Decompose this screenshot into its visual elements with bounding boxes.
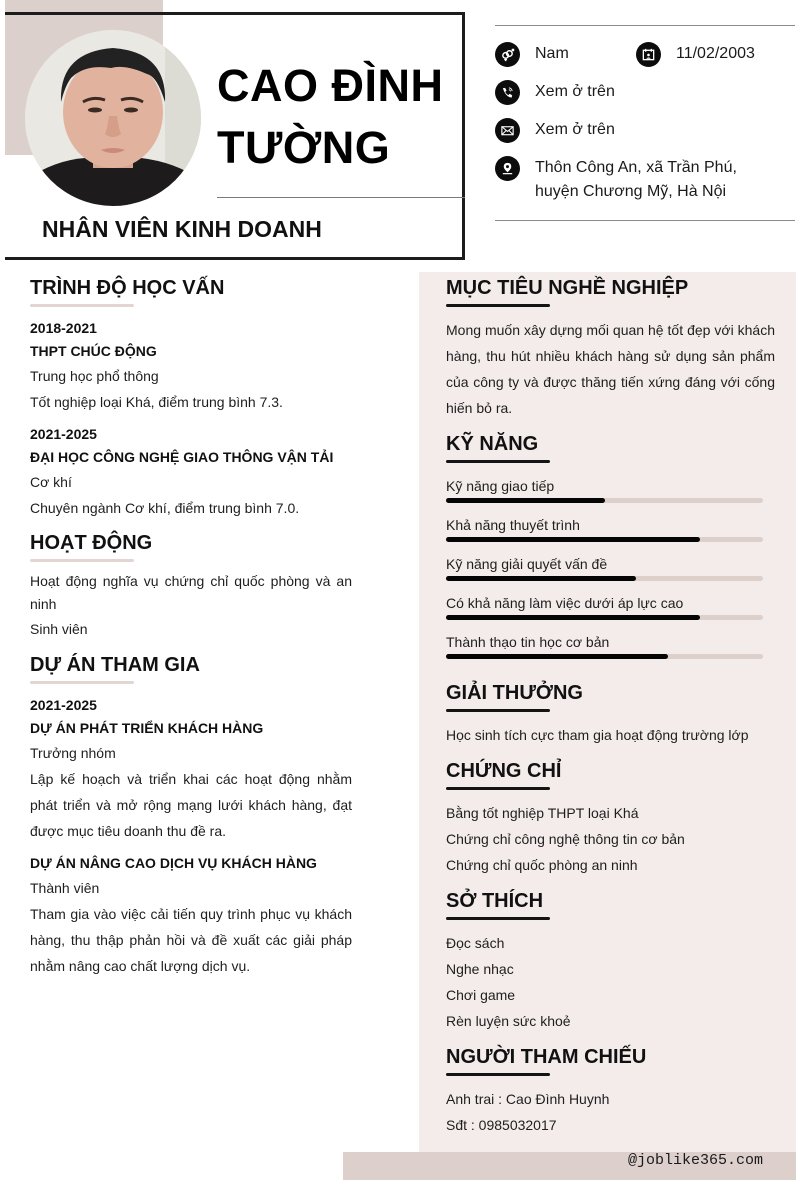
skill-bar-fill [446,576,636,581]
references-section [446,1044,775,1138]
skills-section [446,431,775,463]
projects-period: 2021-2025 [30,697,97,713]
right-column [446,275,775,463]
project-role: Thành viên [30,880,100,896]
activities-title: HOẠT ĐỘNG [30,532,153,554]
contact-email [495,118,615,143]
education-major: Trung học phổ thông [30,368,159,384]
awards-title-underline [446,709,550,712]
certificates-title: CHỨNG CHỈ [446,760,562,782]
activities-description: Hoạt động nghĩa vụ chứng chỉ quốc phòng và an ninh [30,573,352,612]
hobbies-title: SỞ THÍCH [446,890,544,912]
education-item [30,423,352,521]
education-title: TRÌNH ĐỘ HỌC VẤN [30,277,225,299]
skill-bar-track [446,615,763,620]
education-major: Cơ khí [30,474,72,490]
activities-role: Sinh viên [30,621,88,637]
contact-birthday [636,42,755,67]
activities-title-underline [30,559,134,562]
name-line-1: CAO ĐÌNH [217,60,444,111]
references-title-underline [446,1073,550,1076]
project-name: DỰ ÁN NÂNG CAO DỊCH VỤ KHÁCH HÀNG [30,855,317,871]
address-line-1: Thôn Công An, xã Trần Phú, [535,159,737,176]
education-period: 2018-2021 [30,320,97,336]
project-description: Lập kế hoạch và triển khai các hoạt động nhằm phát triển và mở rộng mạng lưới khách hàng, đạt được mục tiêu doanh thu đề ra. [30,771,352,839]
education-item [30,317,352,415]
birthday-value: 11/02/2003 [676,45,755,62]
calendar-icon [636,42,661,67]
hobby-item: Rèn luyện sức khoẻ [446,1013,571,1029]
award-item: Học sinh tích cực tham gia hoạt động trường lớp [446,727,749,743]
education-detail: Chuyên ngành Cơ khí, điểm trung bình 7.0. [30,500,300,516]
education-section [30,275,352,521]
hobbies-section [446,888,775,1034]
references-title: NGƯỜI THAM CHIẾU [446,1046,647,1068]
objective-title-underline [446,304,550,307]
hobby-item: Nghe nhạc [446,961,514,977]
skill-bar-fill [446,537,700,542]
objective-title: MỤC TIÊU NGHỀ NGHIỆP [446,277,689,299]
project-role: Trưởng nhóm [30,745,116,761]
education-period: 2021-2025 [30,426,97,442]
certificate-item: Bằng tốt nghiệp THPT loại Khá [446,805,639,821]
reference-item: Anh trai : Cao Đình Huynh [446,1091,610,1107]
footer-watermark: @joblike365.com [628,1152,764,1169]
hobbies-title-underline [446,917,550,920]
project-name: DỰ ÁN PHÁT TRIỂN KHÁCH HÀNG [30,720,264,736]
education-detail: Tốt nghiệp loại Khá, điểm trung bình 7.3. [30,394,283,410]
contact-phone [495,80,615,105]
reference-item: Sđt : 0985032017 [446,1117,557,1133]
projects-title-underline [30,681,134,684]
location-icon [495,156,520,181]
skills-title: KỸ NĂNG [446,433,539,455]
skills-title-underline [446,460,550,463]
certificate-item: Chứng chỉ quốc phòng an ninh [446,857,638,873]
skill-bar-track [446,498,763,503]
mail-icon [495,118,520,143]
awards-title: GIẢI THƯỞNG [446,682,583,704]
left-column [30,275,352,979]
skill-bar-track [446,654,763,659]
hobby-item: Chơi game [446,987,516,1003]
email-value: Xem ở trên [535,121,615,138]
projects-section [30,652,352,979]
skill-bar-track [446,537,763,542]
address-value [535,156,737,204]
contact-bottom-divider [495,220,795,221]
project-description: Tham gia vào việc cải tiến quy trình phục vụ khách hàng, thu thập phản hồi và đề xuất các giải pháp nhằm nâng cao chất lượng dịch vụ. [30,906,352,974]
gender-value: Nam [535,45,569,62]
avatar-portrait-image [25,30,201,206]
contact-address [495,156,737,204]
skill-label: Kỹ năng giao tiếp [446,478,555,494]
skill-label: Khả năng thuyết trình [446,517,580,533]
phone-icon [495,80,520,105]
education-school: ĐẠI HỌC CÔNG NGHỆ GIAO THÔNG VẬN TẢI [30,449,334,465]
certificates-section [446,758,775,878]
avatar [25,30,201,206]
skill-bar-track [446,576,763,581]
skill-label: Thành thạo tin học cơ bản [446,634,610,650]
job-title: NHÂN VIÊN KINH DOANH [42,216,322,242]
certificates-title-underline [446,787,550,790]
project-item [30,852,352,979]
skill-bar-fill [446,654,668,659]
contact-gender [495,42,569,67]
skill-bar-fill [446,615,700,620]
candidate-name [217,55,457,179]
skill-label: Có khả năng làm việc dưới áp lực cao [446,595,684,611]
address-line-2: huyện Chương Mỹ, Hà Nội [535,183,727,200]
project-item [30,717,352,844]
phone-value: Xem ở trên [535,83,615,100]
objective-text: Mong muốn xây dựng mối quan hệ tốt đẹp với khách hàng, thu hút nhiều khách hàng sử dụng sản phẩm của công ty và được thăng tiến xứng đáng với cống hiến bỏ ra. [446,322,775,416]
right-column-lower [446,680,775,1138]
objective-section [446,275,775,421]
education-school: THPT CHÚC ĐỘNG [30,343,157,359]
projects-title: DỰ ÁN THAM GIA [30,654,200,676]
name-line-2: TƯỜNG [217,122,391,173]
awards-section [446,680,775,748]
activities-section [30,530,352,642]
education-title-underline [30,304,134,307]
skill-label: Kỹ năng giải quyết vấn đề [446,556,608,572]
skill-bar-fill [446,498,605,503]
name-divider [217,197,465,198]
hobby-item: Đọc sách [446,935,505,951]
contact-top-divider [495,25,795,26]
certificate-item: Chứng chỉ công nghệ thông tin cơ bản [446,831,685,847]
gender-icon [495,42,520,67]
